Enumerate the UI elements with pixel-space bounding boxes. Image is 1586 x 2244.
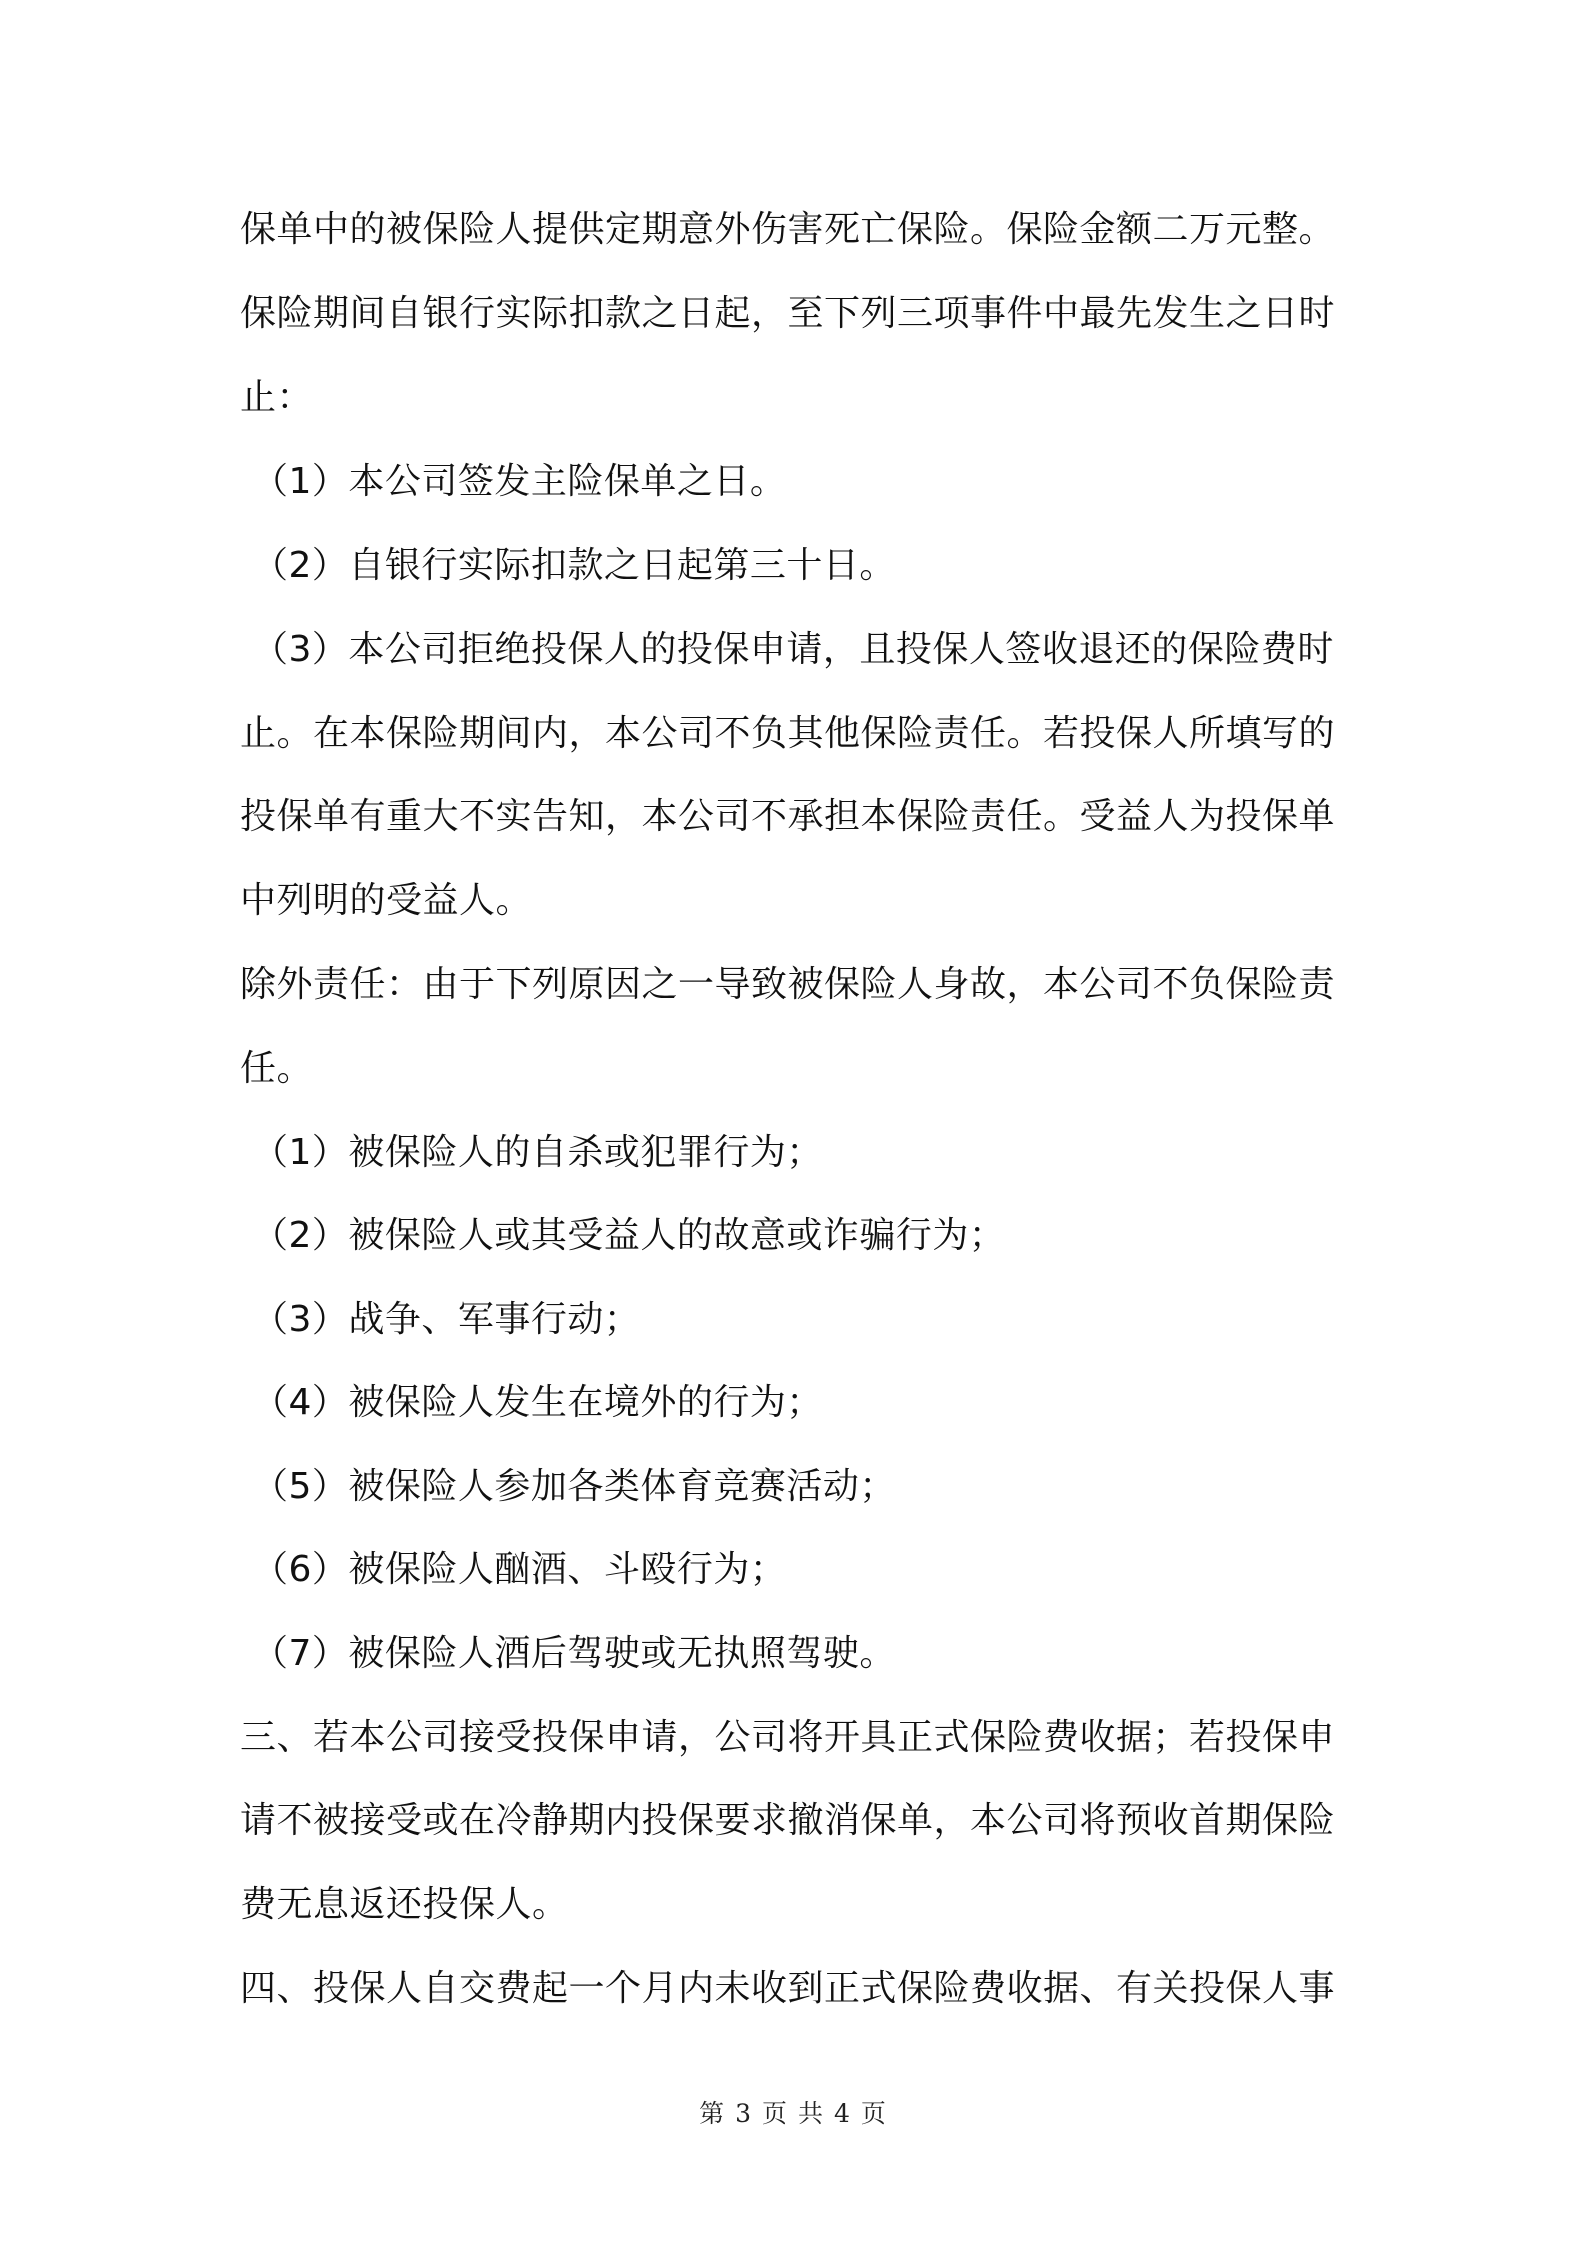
total-page-number: 4	[834, 2099, 851, 2128]
section-heading: 除外责任：由于下列原因之一导致被保险人身故，本公司不负保险责	[240, 964, 1336, 1005]
text-line: 任。	[240, 1048, 314, 1089]
list-item: （4）被保险人发生在境外的行为；	[252, 1382, 823, 1423]
list-item: （5）被保险人参加各类体育竞赛活动；	[252, 1466, 896, 1507]
text-line: 费无息返还投保人。	[240, 1884, 569, 1925]
section-heading: 三、若本公司接受投保申请，公司将开具正式保险费收据；若投保申	[240, 1717, 1336, 1758]
footer-total-label: 共	[798, 2099, 825, 2128]
list-item: （2）被保险人或其受益人的故意或诈骗行为；	[252, 1215, 1006, 1256]
list-item: （1）本公司签发主险保单之日。	[252, 461, 787, 502]
list-item: （7）被保险人酒后驾驶或无执照驾驶。	[252, 1633, 896, 1674]
footer-suffix: 页	[860, 2099, 887, 2128]
text-line: 投保单有重大不实告知，本公司不承担本保险责任。受益人为投保单	[240, 796, 1336, 837]
section-heading: 四、投保人自交费起一个月内未收到正式保险费收据、有关投保人事	[240, 1968, 1336, 2009]
text-line: 请不被接受或在冷静期内投保要求撤消保单，本公司将预收首期保险	[240, 1800, 1336, 1841]
list-item: （6）被保险人酗酒、斗殴行为；	[252, 1549, 787, 1590]
text-line: 止：	[240, 377, 314, 418]
list-item: （1）被保险人的自杀或犯罪行为；	[252, 1132, 823, 1173]
text-line: 中列明的受益人。	[240, 880, 533, 921]
list-item: （3）战争、军事行动；	[252, 1299, 641, 1340]
footer-prefix: 第	[699, 2099, 726, 2128]
text-line: 保险期间自银行实际扣款之日起，至下列三项事件中最先发生之日时	[240, 293, 1336, 334]
list-item: （2）自银行实际扣款之日起第三十日。	[252, 545, 896, 586]
current-page-number: 3	[735, 2099, 752, 2128]
list-item: （3）本公司拒绝投保人的投保申请，且投保人签收退还的保险费时	[252, 629, 1334, 670]
text-line: 止。在本保险期间内，本公司不负其他保险责任。若投保人所填写的	[240, 713, 1336, 754]
page-footer	[0, 2098, 1586, 2130]
text-line: 保单中的被保险人提供定期意外伤害死亡保险。保险金额二万元整。	[240, 209, 1336, 250]
footer-page-label: 页	[761, 2099, 788, 2128]
